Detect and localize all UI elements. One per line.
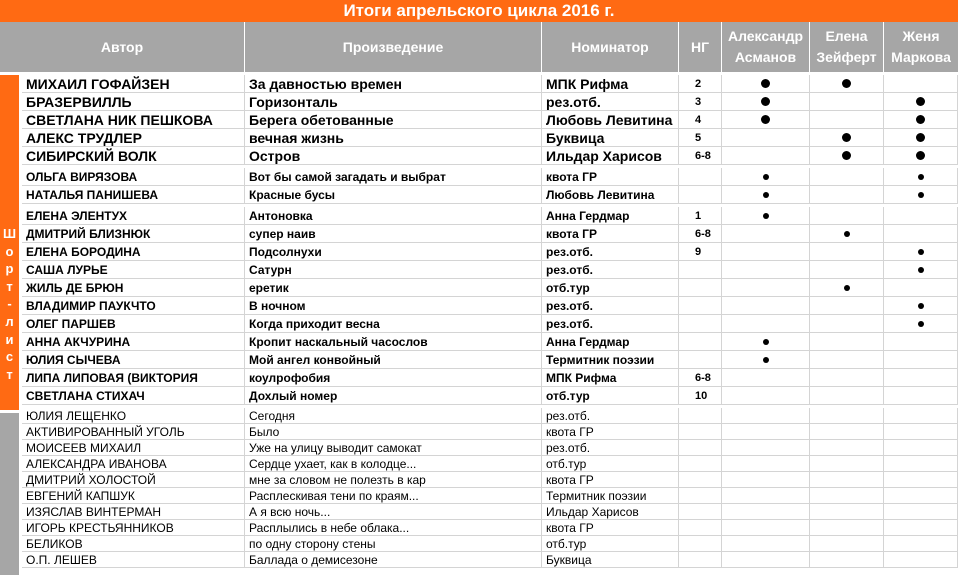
work-cell: Кропит наскальный часослов	[245, 333, 542, 350]
shortlist-sidebar	[0, 75, 19, 410]
table-row	[22, 440, 958, 456]
judge-mark-cell	[722, 207, 810, 224]
author-cell: ЮЛИЯ СЫЧЕВА	[22, 351, 245, 368]
judge-mark-cell	[722, 472, 810, 487]
author-cell: АЛЕКСАНДРА ИВАНОВА	[22, 456, 245, 471]
vote-mark	[918, 192, 924, 198]
work-cell: вечная жизнь	[245, 129, 542, 146]
nominator-cell: рез.отб.	[542, 93, 679, 110]
judge-mark-cell	[810, 225, 884, 242]
nominator-cell: рез.отб.	[542, 297, 679, 314]
nominator-cell: рез.отб.	[542, 440, 679, 455]
work-cell: Сердце ухает, как в колодце...	[245, 456, 542, 471]
judge-mark-cell	[810, 440, 884, 455]
judge-mark-cell	[810, 207, 884, 224]
judge-mark-cell	[884, 536, 958, 551]
ng-cell	[679, 351, 722, 368]
judge-mark-cell	[722, 297, 810, 314]
judge-mark-cell	[722, 552, 810, 567]
nominator-cell: рез.отб.	[542, 261, 679, 278]
column-header-ng: НГ	[679, 22, 722, 72]
table-row	[22, 408, 958, 424]
work-cell: Красные бусы	[245, 186, 542, 203]
work-cell: Было	[245, 424, 542, 439]
nominator-cell: МПК Рифма	[542, 369, 679, 386]
vote-mark	[761, 97, 770, 106]
ng-cell: 6-8	[679, 225, 722, 242]
judge-mark-cell	[810, 333, 884, 350]
longlist-sidebar	[0, 413, 19, 575]
vote-mark	[763, 357, 769, 363]
vote-mark	[918, 174, 924, 180]
column-header-judge-markova: Женя Маркова	[891, 28, 951, 65]
vote-mark	[761, 79, 770, 88]
column-header-judge-zeifert: Елена Зейферт	[810, 22, 884, 72]
ng-cell	[679, 456, 722, 471]
judge-mark-cell	[722, 111, 810, 128]
ng-cell	[679, 333, 722, 350]
judge-mark-cell	[722, 279, 810, 296]
vote-mark	[916, 115, 925, 124]
ng-cell: 1	[679, 207, 722, 224]
work-cell: Уже на улицу выводит самокат	[245, 440, 542, 455]
judge-mark-cell	[884, 440, 958, 455]
shortlist-label-char: т	[6, 366, 13, 382]
judge-mark-cell	[884, 186, 958, 203]
ng-cell: 6-8	[679, 147, 722, 164]
table-row	[22, 424, 958, 440]
judge-mark-cell	[722, 504, 810, 519]
judge-mark-cell	[722, 75, 810, 92]
vote-mark	[763, 192, 769, 198]
ng-cell	[679, 261, 722, 278]
judge-mark-cell	[884, 147, 958, 164]
judge-mark-cell	[810, 504, 884, 519]
table-row	[22, 297, 958, 315]
vote-mark	[842, 79, 851, 88]
author-cell: ВЛАДИМИР ПАУКЧТО	[22, 297, 245, 314]
table-row	[22, 168, 958, 186]
author-cell: АННА АКЧУРИНА	[22, 333, 245, 350]
work-cell: За давностью времен	[245, 75, 542, 92]
vote-mark	[761, 115, 770, 124]
judge-mark-cell	[810, 351, 884, 368]
judge-mark-cell	[884, 243, 958, 260]
table-row	[22, 261, 958, 279]
table-row	[22, 472, 958, 488]
nominator-cell: Ильдар Харисов	[542, 504, 679, 519]
judge-mark-cell	[810, 387, 884, 404]
judge-mark-cell	[810, 297, 884, 314]
ng-cell	[679, 504, 722, 519]
judge-mark-cell	[722, 129, 810, 146]
judge-mark-cell	[884, 315, 958, 332]
judge-mark-cell	[722, 351, 810, 368]
author-cell: ЖИЛЬ ДЕ БРЮН	[22, 279, 245, 296]
nominator-cell: отб.тур	[542, 536, 679, 551]
judge-mark-cell	[722, 387, 810, 404]
work-cell: Баллада о демисезоне	[245, 552, 542, 567]
author-cell: АЛЕКС ТРУДЛЕР	[22, 129, 245, 146]
judge-mark-cell	[810, 472, 884, 487]
judge-mark-cell	[884, 225, 958, 242]
judge-mark-cell	[810, 279, 884, 296]
judge-mark-cell	[884, 333, 958, 350]
judge-mark-cell	[884, 93, 958, 110]
judge-mark-cell	[884, 488, 958, 503]
nominator-cell: Буквица	[542, 552, 679, 567]
shortlist-label-char: Ш	[2, 226, 17, 241]
author-cell: ИЗЯСЛАВ ВИНТЕРМАН	[22, 504, 245, 519]
nominator-cell: Термитник поэзии	[542, 351, 679, 368]
author-cell: БРАЗЕРВИЛЛЬ	[22, 93, 245, 110]
judge-mark-cell	[810, 75, 884, 92]
table-header	[0, 22, 958, 72]
judge-mark-cell	[884, 387, 958, 404]
author-cell: СИБИРСКИЙ ВОЛК	[22, 147, 245, 164]
judge-mark-cell	[810, 186, 884, 203]
nominator-cell: Любовь Левитина	[542, 186, 679, 203]
table-row	[22, 552, 958, 568]
ng-cell	[679, 536, 722, 551]
shortlist-label	[0, 225, 19, 383]
author-cell: МОИСЕЕВ МИХАИЛ	[22, 440, 245, 455]
table-row	[22, 369, 958, 387]
table-row	[22, 279, 958, 297]
work-cell: Остров	[245, 147, 542, 164]
author-cell: ЕВГЕНИЙ КАПШУК	[22, 488, 245, 503]
work-cell: Антоновка	[245, 207, 542, 224]
judge-mark-cell	[884, 207, 958, 224]
judge-mark-cell	[884, 456, 958, 471]
shortlist-label-char: и	[5, 331, 14, 347]
table-row	[22, 456, 958, 472]
ng-cell	[679, 520, 722, 535]
shortlist-label-char: р	[5, 261, 14, 277]
judge-mark-cell	[722, 315, 810, 332]
judge-mark-cell	[884, 520, 958, 535]
work-cell: Вот бы самой загадать и выбрат	[245, 168, 542, 185]
shortlist-label-char: л	[5, 313, 14, 329]
ng-cell	[679, 297, 722, 314]
author-cell: БЕЛИКОВ	[22, 536, 245, 551]
author-cell: ЛИПА ЛИПОВАЯ (ВИКТОРИЯ	[22, 369, 245, 386]
judge-mark-cell	[810, 536, 884, 551]
author-cell: АКТИВИРОВАННЫЙ УГОЛЬ	[22, 424, 245, 439]
nominator-cell: отб.тур	[542, 456, 679, 471]
author-cell: ЕЛЕНА БОРОДИНА	[22, 243, 245, 260]
judge-mark-cell	[810, 369, 884, 386]
judge-mark-cell	[884, 472, 958, 487]
ng-cell	[679, 408, 722, 423]
nominator-cell: МПК Рифма	[542, 75, 679, 92]
work-cell: Сатурн	[245, 261, 542, 278]
vote-mark	[842, 133, 851, 142]
table-row	[22, 315, 958, 333]
judge-mark-cell	[810, 243, 884, 260]
judge-mark-cell	[884, 111, 958, 128]
table-row	[22, 520, 958, 536]
table-row	[22, 147, 958, 165]
work-cell: мне за словом не полезть в кар	[245, 472, 542, 487]
judge-mark-cell	[884, 297, 958, 314]
ng-cell	[679, 472, 722, 487]
vote-mark	[763, 339, 769, 345]
judge-mark-cell	[722, 536, 810, 551]
nominator-cell: Анна Гердмар	[542, 333, 679, 350]
nominator-cell: рез.отб.	[542, 315, 679, 332]
shortlist-label-char: -	[7, 296, 12, 312]
judge-mark-cell	[810, 520, 884, 535]
judge-mark-cell	[722, 93, 810, 110]
column-header-author: Автор	[0, 22, 245, 72]
ng-cell	[679, 424, 722, 439]
ng-cell: 5	[679, 129, 722, 146]
ng-cell	[679, 552, 722, 567]
judge-mark-cell	[722, 243, 810, 260]
work-cell: Мой ангел конвойный	[245, 351, 542, 368]
judge-mark-cell	[884, 129, 958, 146]
judge-mark-cell	[810, 147, 884, 164]
nominator-cell: Анна Гердмар	[542, 207, 679, 224]
judge-mark-cell	[722, 333, 810, 350]
author-cell: САША ЛУРЬЕ	[22, 261, 245, 278]
nominator-cell: отб.тур	[542, 279, 679, 296]
vote-mark	[918, 321, 924, 327]
judge-mark-cell	[722, 369, 810, 386]
judge-mark-cell	[722, 488, 810, 503]
judge-mark-cell	[722, 456, 810, 471]
vote-mark	[842, 151, 851, 160]
author-cell: СВЕТЛАНА НИК ПЕШКОВА	[22, 111, 245, 128]
work-cell: коулрофобия	[245, 369, 542, 386]
judge-mark-cell	[810, 111, 884, 128]
table-row	[22, 243, 958, 261]
judge-mark-cell	[722, 520, 810, 535]
judge-mark-cell	[810, 315, 884, 332]
work-cell: А я всю ночь...	[245, 504, 542, 519]
nominator-cell: отб.тур	[542, 387, 679, 404]
ng-cell	[679, 168, 722, 185]
work-cell: В ночном	[245, 297, 542, 314]
table-row	[22, 225, 958, 243]
judge-mark-cell	[884, 261, 958, 278]
vote-mark	[918, 303, 924, 309]
ng-cell: 4	[679, 111, 722, 128]
work-cell: Сегодня	[245, 408, 542, 423]
author-cell: НАТАЛЬЯ ПАНИШЕВА	[22, 186, 245, 203]
author-cell: СВЕТЛАНА СТИХАЧ	[22, 387, 245, 404]
judge-mark-cell	[722, 440, 810, 455]
work-cell: по одну сторону стены	[245, 536, 542, 551]
judge-mark-cell	[884, 168, 958, 185]
table-row	[22, 504, 958, 520]
work-cell: супер наив	[245, 225, 542, 242]
table-row	[22, 186, 958, 204]
ng-cell	[679, 279, 722, 296]
judge-mark-cell	[722, 168, 810, 185]
work-cell: Горизонталь	[245, 93, 542, 110]
author-cell: ЕЛЕНА ЭЛЕНТУХ	[22, 207, 245, 224]
nominator-cell: Любовь Левитина	[542, 111, 679, 128]
judge-mark-cell	[884, 424, 958, 439]
vote-mark	[763, 174, 769, 180]
judge-mark-cell	[810, 93, 884, 110]
table-row	[22, 111, 958, 129]
vote-mark	[763, 213, 769, 219]
ng-cell: 6-8	[679, 369, 722, 386]
ng-cell	[679, 488, 722, 503]
author-cell: ДМИТРИЙ ХОЛОСТОЙ	[22, 472, 245, 487]
nominator-cell: квота ГР	[542, 472, 679, 487]
judge-mark-cell	[722, 186, 810, 203]
judge-mark-cell	[722, 147, 810, 164]
judge-mark-cell	[810, 424, 884, 439]
judge-mark-cell	[884, 369, 958, 386]
vote-mark	[918, 249, 924, 255]
nominator-cell: Ильдар Харисов	[542, 147, 679, 164]
author-cell: МИХАИЛ ГОФАЙЗЕН	[22, 75, 245, 92]
table-row	[22, 75, 958, 93]
table-row	[22, 93, 958, 111]
nominator-cell: Термитник поэзии	[542, 488, 679, 503]
judge-mark-cell	[810, 261, 884, 278]
judge-mark-cell	[810, 488, 884, 503]
nominator-cell: квота ГР	[542, 225, 679, 242]
judge-mark-cell	[810, 552, 884, 567]
work-cell: Расплылись в небе облака...	[245, 520, 542, 535]
table-row	[22, 387, 958, 405]
vote-mark	[916, 133, 925, 142]
vote-mark	[918, 267, 924, 273]
author-cell: ИГОРЬ КРЕСТЬЯННИКОВ	[22, 520, 245, 535]
ng-cell	[679, 315, 722, 332]
judge-mark-cell	[810, 456, 884, 471]
author-cell: ДМИТРИЙ БЛИЗНЮК	[22, 225, 245, 242]
judge-mark-cell	[722, 408, 810, 423]
column-header-work: Произведение	[245, 22, 542, 72]
nominator-cell: квота ГР	[542, 168, 679, 185]
vote-mark	[916, 97, 925, 106]
shortlist-label-char: о	[5, 243, 14, 259]
judge-mark-cell	[810, 408, 884, 423]
nominator-cell: рез.отб.	[542, 408, 679, 423]
page-title: Итоги апрельского цикла 2016 г.	[0, 0, 958, 22]
ng-cell: 9	[679, 243, 722, 260]
column-header-judge-asmanov: Александр Асманов	[722, 22, 810, 72]
judge-mark-cell	[884, 408, 958, 423]
column-header-nominator: Номинатор	[542, 22, 679, 72]
work-cell: Берега обетованные	[245, 111, 542, 128]
nominator-cell: квота ГР	[542, 424, 679, 439]
vote-mark	[844, 231, 850, 237]
work-cell: Дохлый номер	[245, 387, 542, 404]
shortlist-label-char: т	[6, 278, 13, 294]
ng-cell: 2	[679, 75, 722, 92]
author-cell: ОЛЕГ ПАРШЕВ	[22, 315, 245, 332]
judge-mark-cell	[722, 261, 810, 278]
work-cell: Расплескивая тени по краям...	[245, 488, 542, 503]
ng-cell: 3	[679, 93, 722, 110]
judge-mark-cell	[884, 552, 958, 567]
judge-mark-cell	[884, 504, 958, 519]
judge-mark-cell	[884, 351, 958, 368]
ng-cell	[679, 186, 722, 203]
judge-mark-cell	[884, 75, 958, 92]
vote-mark	[916, 151, 925, 160]
ng-cell: 10	[679, 387, 722, 404]
table-row	[22, 207, 958, 225]
nominator-cell: рез.отб.	[542, 243, 679, 260]
table-row	[22, 536, 958, 552]
table-row	[22, 333, 958, 351]
work-cell: Подсолнухи	[245, 243, 542, 260]
judge-mark-cell	[722, 225, 810, 242]
shortlist-label-char: с	[5, 349, 14, 365]
table-row	[22, 488, 958, 504]
judge-mark-cell	[810, 168, 884, 185]
author-cell: О.П. ЛЕШЕВ	[22, 552, 245, 567]
table-row	[22, 351, 958, 369]
nominator-cell: квота ГР	[542, 520, 679, 535]
work-cell: еретик	[245, 279, 542, 296]
judge-mark-cell	[722, 424, 810, 439]
nominator-cell: Буквица	[542, 129, 679, 146]
author-cell: ОЛЬГА ВИРЯЗОВА	[22, 168, 245, 185]
work-cell: Когда приходит весна	[245, 315, 542, 332]
judge-mark-cell	[810, 129, 884, 146]
vote-mark	[844, 285, 850, 291]
judge-mark-cell	[884, 279, 958, 296]
table-row	[22, 129, 958, 147]
ng-cell	[679, 440, 722, 455]
author-cell: ЮЛИЯ ЛЕЩЕНКО	[22, 408, 245, 423]
